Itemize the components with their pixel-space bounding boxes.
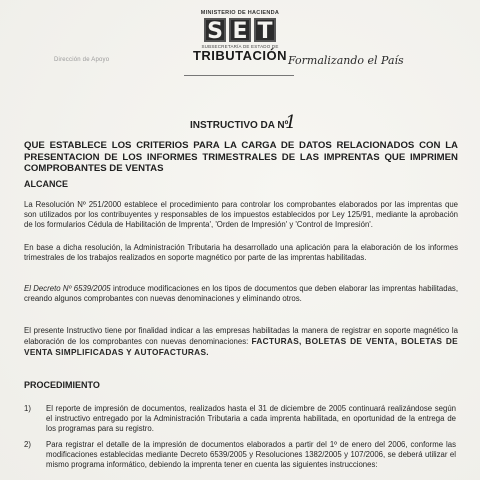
- set-logo-mark: [192, 18, 288, 42]
- subsecretary-label: SUBSECRETARÍA DE ESTADO DE: [201, 44, 279, 49]
- paragraph-4: [24, 326, 458, 358]
- paragraph-4-text: El presente Instructivo tiene por finalidad indicar a las empresas habilitadas la manera de registrar en soporte magnético la elaboración de los comprobantes con nuevas denominaciones:: [24, 326, 458, 346]
- department-label: Dirección de Apoyo: [54, 57, 110, 63]
- document-title: [190, 112, 297, 133]
- section-procedimiento: PROCEDIMIENTO: [24, 380, 100, 390]
- logo-letter-s: S: [204, 18, 226, 42]
- tributacion-label: TRIBUTACIÓN: [192, 48, 288, 63]
- paragraph-3-italic: El Decreto Nº 6539/2005: [24, 284, 111, 293]
- paragraph-3-rest: introduce modificaciones en los tipos de documentos que deben elaborar las imprentas habilitadas, creando algunos comprobantes con nuevas denominaciones y eliminando otros.: [24, 284, 458, 303]
- paragraph-3: [24, 284, 458, 304]
- paragraph-2: En base a dicha resolución, la Administración Tributaria ha desarrollado una aplicación para la elaboración de los informes trimestrales de los trabajos realizados en soporte magnético por parte de las imprentas habilitadas.: [24, 243, 458, 262]
- logo-letter-e: E: [229, 18, 251, 42]
- slogan: Formalizando el País: [288, 54, 404, 67]
- list-item-number: 1): [24, 404, 31, 413]
- list-item-number: 2): [24, 440, 31, 449]
- title-number: 1: [285, 112, 297, 133]
- section-alcance: ALCANCE: [24, 179, 68, 189]
- header-divider: [184, 75, 294, 76]
- list-item-text: Para registrar el detalle de la impresión de documentos elaborados a partir del 1º de enero del 2006, conforme las modificaciones establecidas mediante Decreto 6539/2005 y Resoluciones 1382/2005 y 107/2006, se deberá utilizar el mismo programa informático, debiendo la imprenta tener en cuenta las siguientes instrucciones:: [46, 440, 456, 469]
- set-logo: [192, 10, 288, 62]
- list-item-text: El reporte de impresión de documentos, realizados hasta el 31 de diciembre de 2005 continuará realizándose según el instructivo entregado por la Administración Tributaria a cada imprenta habilitada, en oportunidad de la entrega de los programas para su registro.: [46, 404, 456, 433]
- paragraph-1: La Resolución Nº 251/2000 establece el procedimiento para controlar los comprobantes elaborados por las imprentas que son utilizados por los contribuyentes y responsables de los impuestos establecidos por Ley 125/91, mediante la aprobación de los formularios Cédula de Habilitación de Imprenta', 'Orden de Impresión' y 'Control de Impresión'.: [24, 200, 458, 229]
- title-text: INSTRUCTIVO DA Nº: [190, 120, 289, 131]
- ministry-label: MINISTERIO DE HACIENDA: [200, 10, 280, 16]
- logo-letter-t: T: [254, 18, 276, 42]
- document-heading: QUE ESTABLECE LOS CRITERIOS PARA LA CARGA DE DATOS RELACIONADOS CON LA PRESENTACION DE LOS INFORMES TRIMESTRALES DE LAS IMPRENTAS QUE IMPRIMEN COMPROBANTES DE VENTAS: [24, 140, 458, 174]
- paragraph-4-caps: FACTURAS, BOLETAS DE VENTA, BOLETAS DE VENTA SIMPLIFICADAS Y AUTOFACTURAS.: [24, 336, 458, 357]
